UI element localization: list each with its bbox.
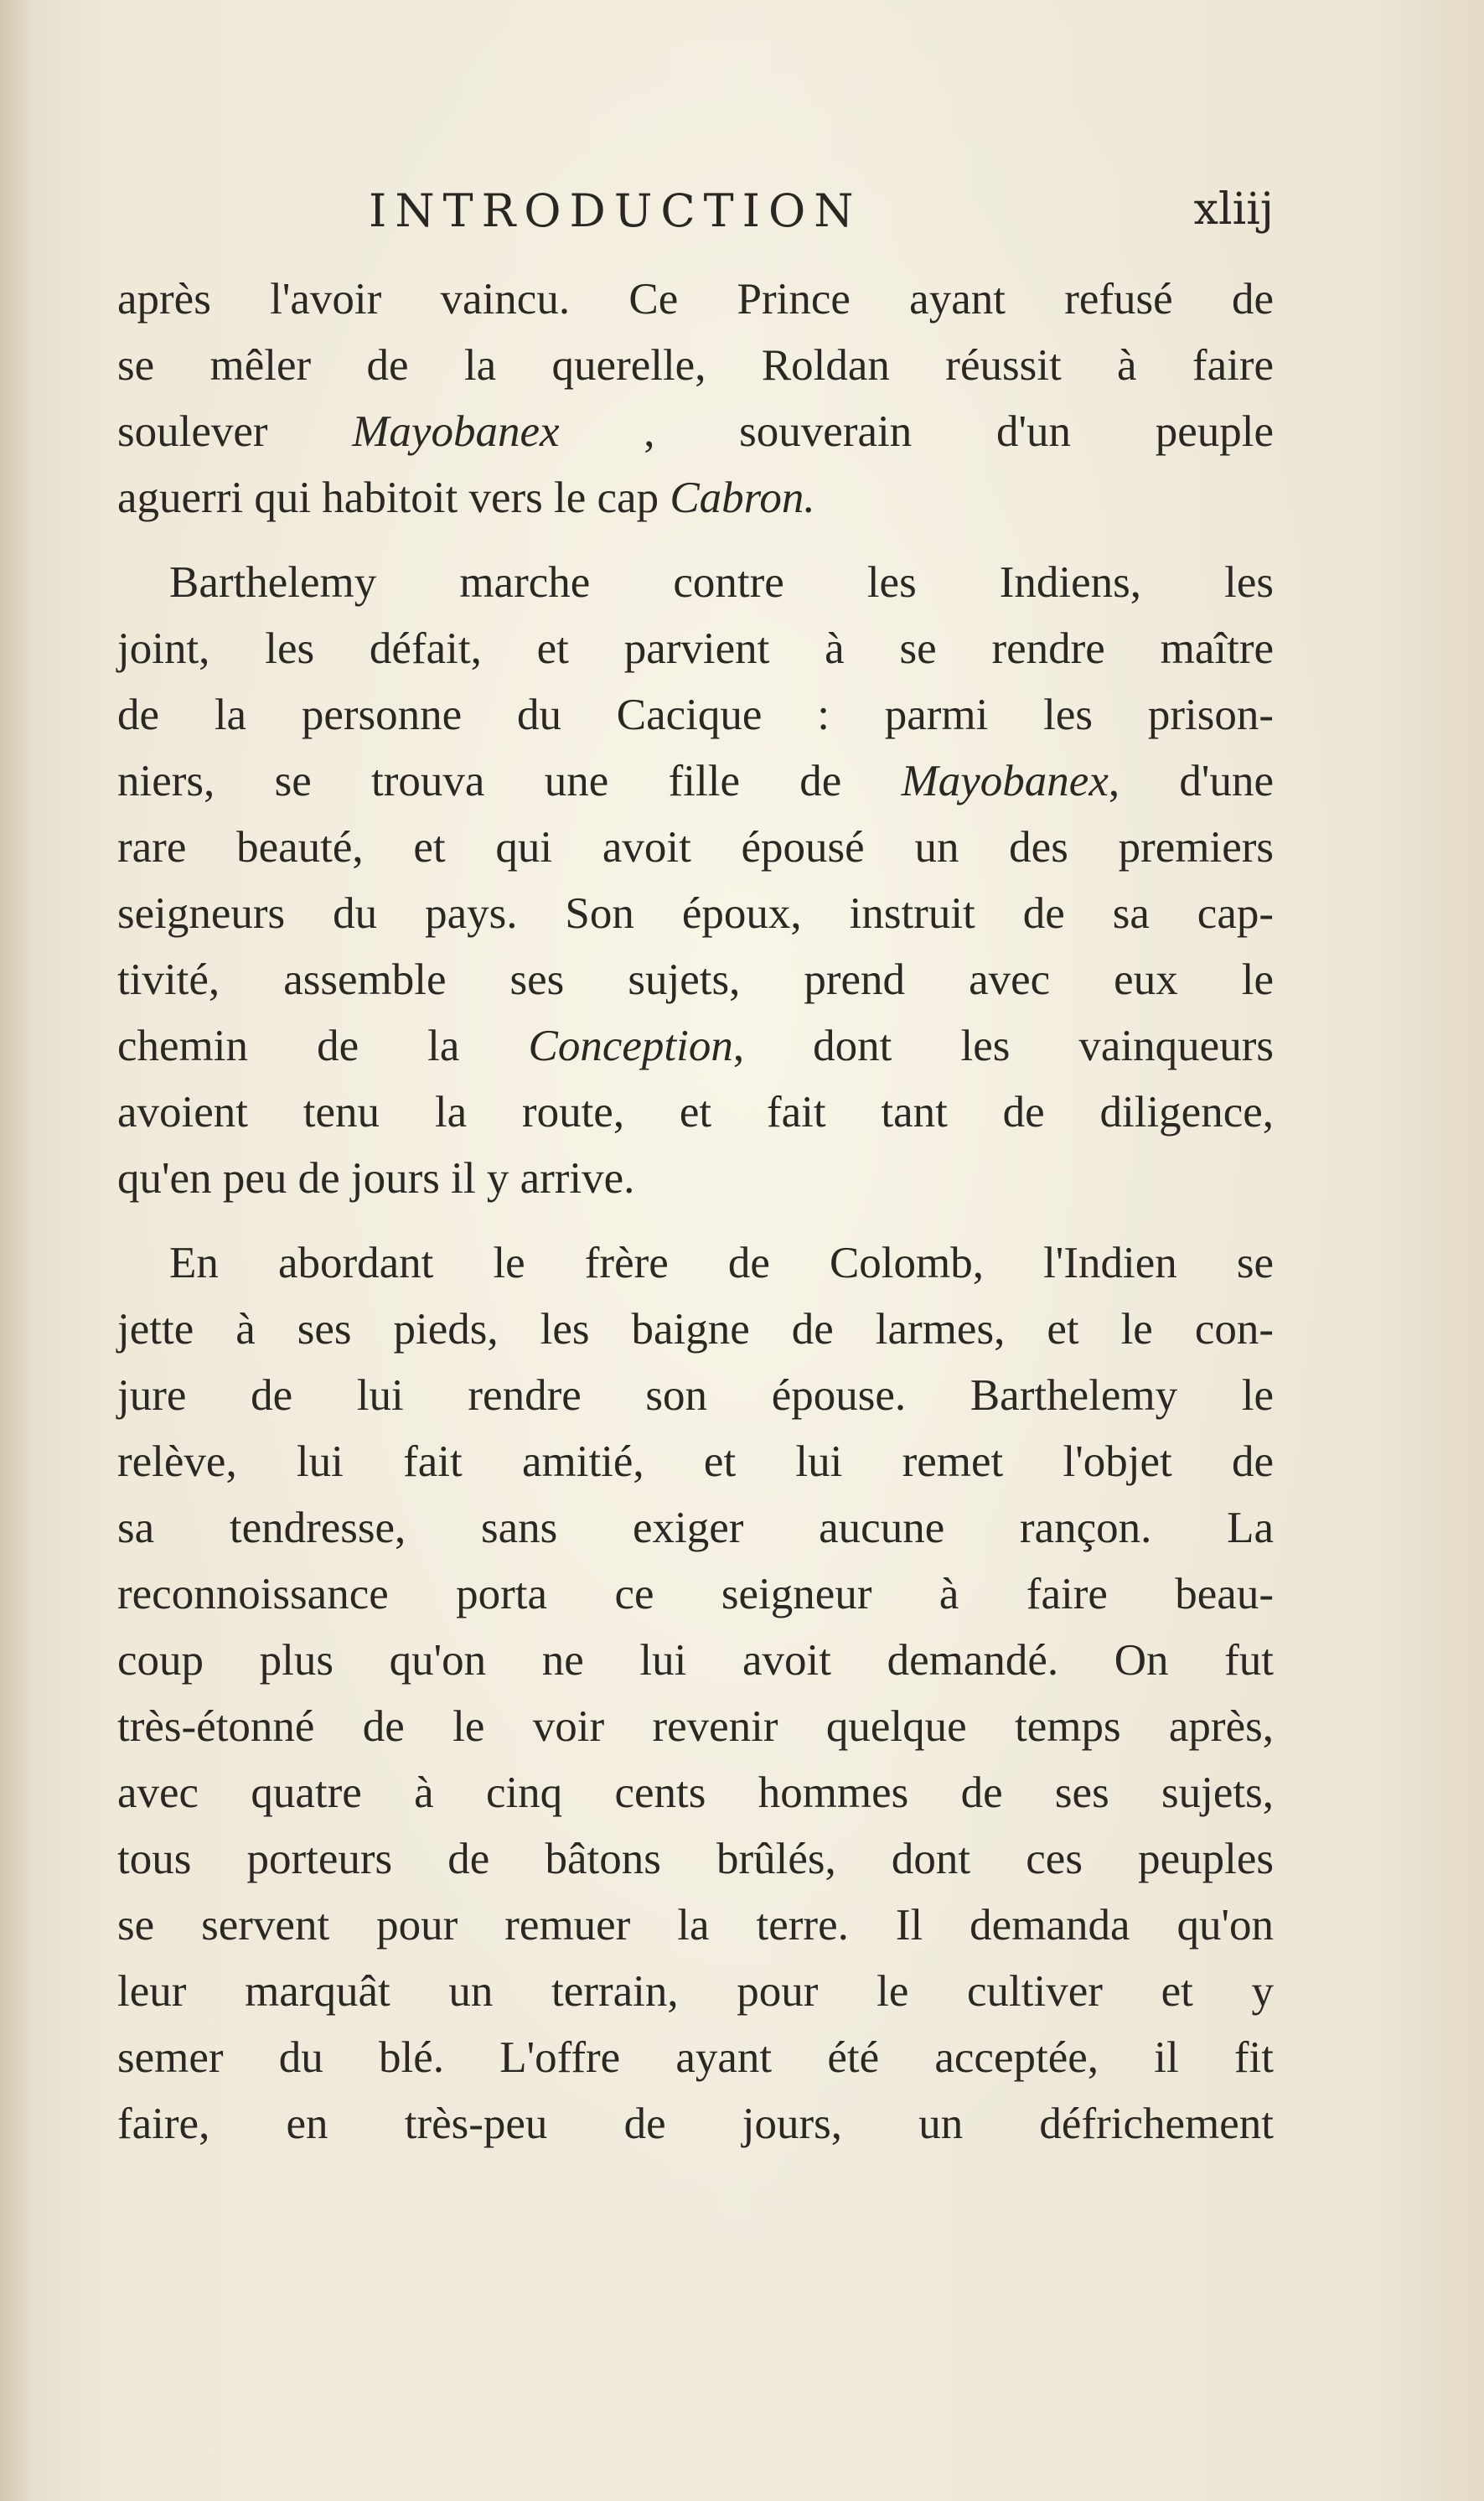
text-line: soulever Mayobanex , souverain d'un peuple [117, 407, 1274, 456]
text-line: semer du blé. L'offre ayant été acceptée, il fit [117, 2033, 1274, 2082]
text-line: très-étonné de le voir revenir quelque temps après, [117, 1702, 1274, 1751]
text-line: leur marquât un terrain, pour le cultiver et y [117, 1967, 1274, 2016]
text-line: rare beauté, et qui avoit épousé un des premiers [117, 823, 1274, 872]
text-line: reconnoissance porta ce seigneur à faire beau- [117, 1570, 1274, 1618]
text-line: après l'avoir vaincu. Ce Prince ayant refusé de [117, 275, 1274, 324]
text-line: coup plus qu'on ne lui avoit demandé. On fut [117, 1636, 1274, 1685]
text-line: relève, lui fait amitié, et lui remet l'objet de [117, 1437, 1274, 1486]
text-line: avec quatre à cinq cents hommes de ses sujets, [117, 1768, 1274, 1817]
text-line: aguerri qui habitoit vers le cap Cabron. [117, 474, 815, 522]
running-head [117, 184, 1274, 243]
paragraph-gap [117, 531, 1274, 550]
italic-name: Mayobanex [352, 407, 560, 456]
text-line: jette à ses pieds, les baigne de larmes, et le con- [117, 1305, 1274, 1354]
text-line: tivité, assemble ses sujets, prend avec eux le [117, 955, 1274, 1004]
text-line: tous porteurs de bâtons brûlés, dont ces peuples [117, 1835, 1274, 1883]
text-line: joint, les défait, et parvient à se rendre maître [117, 624, 1274, 673]
italic-name: Cabron. [670, 474, 815, 522]
body-text [117, 267, 1274, 2157]
text-line: chemin de la Conception, dont les vainqueurs [117, 1022, 1274, 1070]
paragraph-3 [117, 1230, 1274, 2157]
paragraph-gap [117, 1212, 1274, 1230]
text-line: Barthelemy marche contre les Indiens, les [169, 558, 1274, 607]
text-line: seigneurs du pays. Son époux, instruit de sa cap- [117, 889, 1274, 938]
text-line: avoient tenu la route, et fait tant de diligence, [117, 1088, 1274, 1137]
running-title: INTRODUCTION [369, 184, 862, 237]
text-line: niers, se trouva une fille de Mayobanex, d'une [117, 757, 1274, 805]
page-gutter-shadow [0, 0, 34, 2501]
text-line: sa tendresse, sans exiger aucune rançon. La [117, 1504, 1274, 1552]
text-line: faire, en très-peu de jours, un défrichement [117, 2100, 1274, 2148]
paragraph-1 [117, 267, 1274, 531]
text-line: se servent pour remuer la terre. Il demanda qu'on [117, 1901, 1274, 1950]
text-line: qu'en peu de jours il y arrive. [117, 1154, 635, 1203]
text-line: de la personne du Cacique : parmi les prison- [117, 691, 1274, 739]
text-line: se mêler de la querelle, Roldan réussit à faire [117, 341, 1274, 390]
page-number: xliij [1193, 184, 1274, 235]
italic-name: Conception [528, 1022, 733, 1070]
text-line: jure de lui rendre son épouse. Barthelemy le [117, 1371, 1274, 1420]
italic-name: Mayobanex [901, 757, 1109, 805]
text-line: En abordant le frère de Colomb, l'Indien se [169, 1239, 1274, 1287]
paragraph-2 [117, 550, 1274, 1212]
